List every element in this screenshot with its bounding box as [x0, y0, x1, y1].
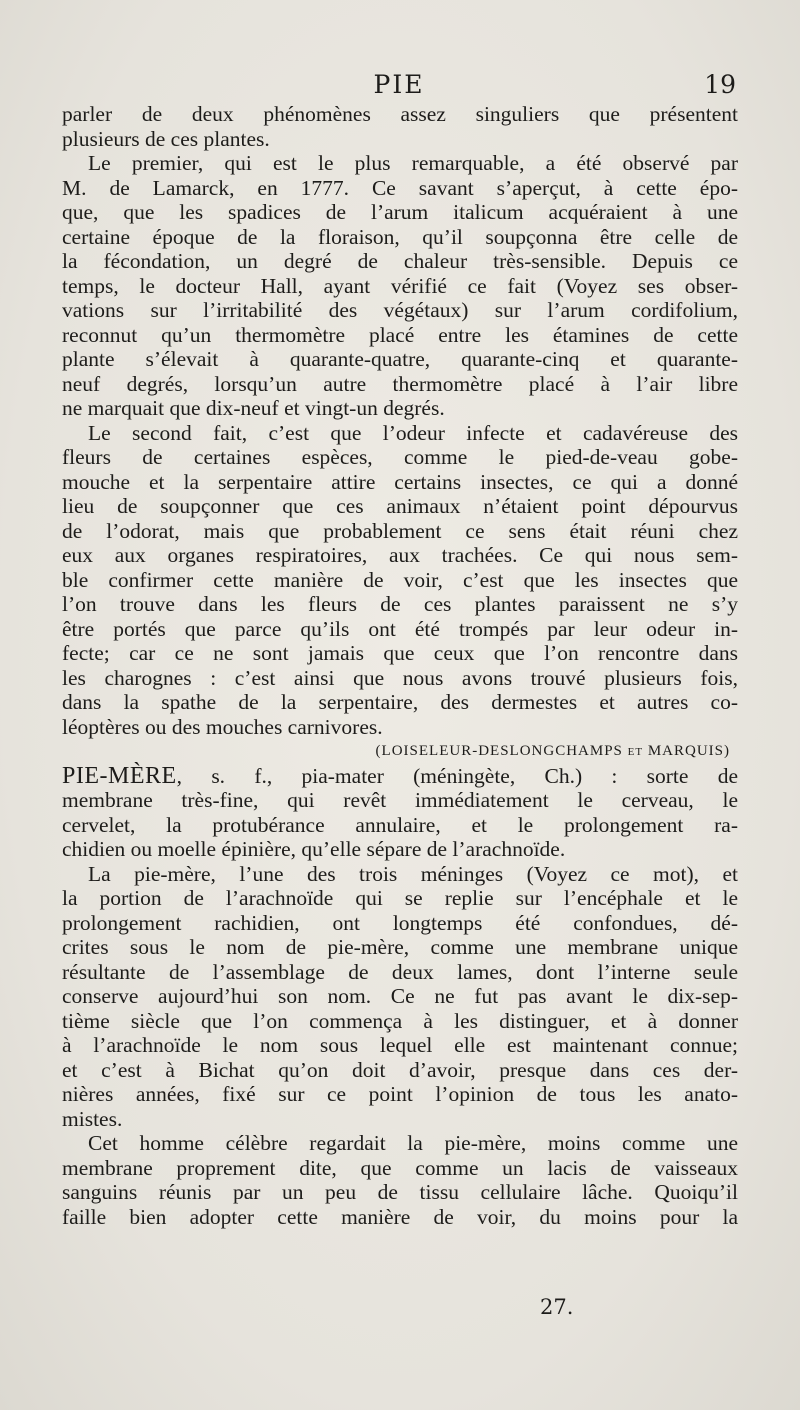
text-line: nières années, fixé sur ce point l’opinion de tous les anato-	[62, 1082, 738, 1106]
text-line: que, que les spadices de l’arum italicum acquéraient à une	[62, 200, 738, 224]
text-line: reconnut qu’un thermomètre placé entre les étamines de cette	[62, 322, 738, 347]
text-line: sanguins réunis par un peu de tissu cellulaire lâche. Quoiqu’il	[62, 1180, 738, 1204]
text-line: membrane très-fine, qui revêt immédiatement le cerveau, le	[62, 788, 738, 812]
text-line: Cet homme célèbre regardait la pie-mère, moins comme une	[88, 1131, 738, 1155]
text-line: plusieurs de ces plantes.	[62, 126, 270, 151]
page-header	[62, 66, 736, 106]
text-line: les charognes : c’est ainsi que nous avons trouvé plusieurs fois,	[62, 665, 738, 690]
text-line: conserve aujourd’hui son nom. Ce ne fut pas avant le dix-sep-	[62, 984, 738, 1008]
text-line: membrane proprement dite, que comme un lacis de vaisseaux	[62, 1155, 738, 1180]
text-line: temps, le docteur Hall, ayant vérifié ce fait (Voyez ses obser-	[62, 273, 738, 298]
text-line: de l’odorat, mais que probablement ce sens était réuni chez	[62, 518, 738, 543]
text-line: parler de deux phénomènes assez singuliers que présentent	[62, 102, 738, 126]
text-line: prolongement rachidien, ont longtemps été confondues, dé-	[62, 910, 738, 935]
text-line: mistes.	[62, 1106, 123, 1131]
text-line: Le second fait, c’est que l’odeur infecte et cadavéreuse des	[88, 420, 738, 445]
text-line: à l’arachnoïde le nom sous lequel elle est maintenant connue;	[62, 1033, 738, 1057]
text-line: lieu de soupçonner que ces animaux n’étaient point dépourvus	[62, 494, 738, 518]
text-line: tième siècle que l’on commença à les distinguer, et à donner	[62, 1008, 738, 1033]
entry-first-line	[62, 764, 738, 789]
text-line: mouche et la serpentaire attire certains insectes, ce qui a donné	[62, 469, 738, 494]
text-line: ne marquait que dix-neuf et vingt-un degrés.	[62, 396, 445, 420]
text-line: et c’est à Bichat qu’on doit d’avoir, presque dans ces der-	[62, 1057, 738, 1082]
text-line: neuf degrés, lorsqu’un autre thermomètre placé à l’air libre	[62, 371, 738, 396]
entry-headword: PIE-MÈRE	[62, 762, 177, 789]
article-pie-mere	[62, 788, 738, 1229]
page-number: 19	[704, 70, 736, 99]
text-line: cervelet, la protubérance annulaire, et le prolongement ra-	[62, 812, 738, 837]
text-line: ble confirmer cette manière de voir, c’est que les insectes que	[62, 567, 738, 592]
text-line: fecte; car ce ne sont jamais que ceux que l’on rencontre dans	[62, 641, 738, 665]
text-line: être portés que parce qu’ils ont été trompés par leur odeur in-	[62, 616, 738, 641]
text-line: résultante de l’assemblage de deux lames, dont l’interne seule	[62, 959, 738, 984]
body-text	[62, 102, 738, 1229]
running-head: PIE	[373, 70, 425, 99]
text-line: crites sous le nom de pie-mère, comme une membrane unique	[62, 935, 738, 959]
text-line: fleurs de certaines espèces, comme le pied-de-veau gobe-	[62, 445, 738, 469]
text-line: eux aux organes respiratoires, aux trachées. Ce qui nous sem-	[62, 543, 738, 567]
text-line: chidien ou moelle épinière, qu’elle sépare de l’arachnoïde.	[62, 837, 566, 861]
text-line: certaine époque de la floraison, qu’il soupçonna être celle de	[62, 224, 738, 249]
signature-mark: 27.	[540, 1295, 574, 1319]
text-line: plante s’élevait à quarante-quatre, quarante-cinq et quarante-	[62, 347, 738, 371]
text-line: léoptères ou des mouches carnivores.	[62, 714, 383, 739]
text-line: l’on trouve dans les fleurs de ces plantes paraissent ne s’y	[62, 592, 738, 616]
text-line: M. de Lamarck, en 1777. Ce savant s’aperçut, à cette épo-	[62, 175, 738, 200]
text-line: la fécondation, un degré de chaleur très-sensible. Depuis ce	[62, 249, 738, 273]
text-line: vations sur l’irritabilité des végétaux) sur l’arum cordifolium,	[62, 298, 738, 322]
text-line: faille bien adopter cette manière de voir, du moins pour la	[62, 1204, 738, 1229]
text-line: Le premier, qui est le plus remarquable, a été observé par	[88, 151, 738, 175]
article-pie-continuation	[62, 102, 738, 739]
text-line: La pie-mère, l’une des trois méninges (Voyez ce mot), et	[88, 861, 738, 886]
author-signature: (LOISELEUR-DESLONGCHAMPS et MARQUIS)	[375, 743, 730, 759]
entry-definition-start: , s. f., pia-mater (méningète, Ch.) : sorte de	[176, 763, 738, 788]
text-line: dans la spathe de la serpentaire, des dermestes et autres co-	[62, 690, 738, 714]
text-line: la portion de l’arachnoïde qui se replie sur l’encéphale et le	[62, 886, 738, 910]
